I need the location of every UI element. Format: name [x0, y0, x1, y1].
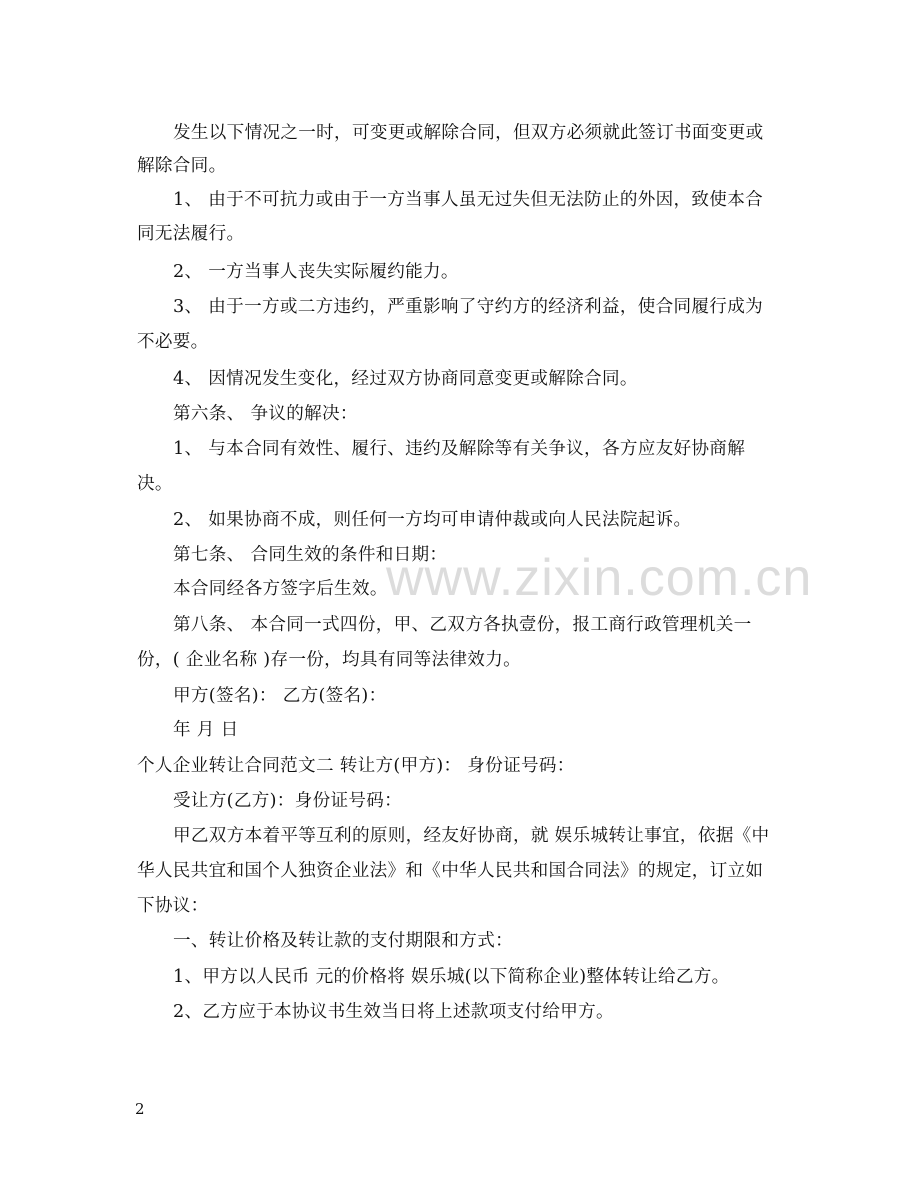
section-heading: 一、转让价格及转让款的支付期限和方式： — [173, 931, 513, 951]
text-line: 甲乙双方本着平等互利的原则，经友好协商，就 娱乐城转让事宜，依据《中 — [173, 826, 770, 846]
text-line: 受让方(乙方)：身份证号码： — [173, 791, 403, 811]
text-line: 决。 — [137, 474, 173, 494]
date-line: 年 月 日 — [173, 720, 239, 740]
text-line: 2、 一方当事人丧失实际履约能力。 — [173, 262, 459, 282]
text-line: 下协议： — [137, 896, 209, 916]
text-line: 份，( 企业名称 )存一份，均具有同等法律效力。 — [137, 650, 521, 670]
section-heading: 第八条、 本合同一式四份，甲、乙双方各执壹份，报工商行政管理机关一 — [173, 615, 752, 635]
section-heading: 第七条、 合同生效的条件和日期： — [173, 545, 448, 565]
section-heading: 第六条、 争议的解决： — [173, 404, 358, 424]
text-line: 4、 因情况发生变化，经过双方协商同意变更或解除合同。 — [173, 369, 638, 389]
text-line: 1、 与本合同有效性、履行、违约及解除等有关争议，各方应友好协商解 — [173, 439, 746, 459]
text-line: 不必要。 — [137, 332, 209, 352]
signature-line: 甲方(签名)： 乙方(签名)： — [173, 686, 387, 706]
text-line: 发生以下情况之一时，可变更或解除合同，但双方必须就此签订书面变更或 — [173, 123, 764, 143]
text-line: 同无法履行。 — [137, 224, 245, 244]
text-line: 2、 如果协商不成，则任何一方均可申请仲裁或向人民法院起诉。 — [173, 510, 692, 530]
text-line: 1、 由于不可抗力或由于一方当事人虽无过失但无法防止的外因，致使本合 — [173, 190, 763, 210]
text-line: 华人民共宜和国个人独资企业法》和《中华人民共和国合同法》的规定，订立如 — [137, 861, 764, 881]
text-line: 2、乙方应于本协议书生效当日将上述款项支付给甲方。 — [173, 1002, 614, 1022]
title-line: 个人企业转让合同范文二 转让方(甲方)： 身份证号码： — [137, 756, 575, 776]
text-line: 1、甲方以人民币 元的价格将 娱乐城(以下简称企业)整体转让给乙方。 — [173, 967, 730, 987]
text-line: 本合同经各方签字后生效。 — [173, 579, 388, 599]
text-line: 3、 由于一方或二方违约，严重影响了守约方的经济利益，使合同履行成为 — [173, 297, 763, 317]
watermark: www.zixin.com.cn — [386, 549, 813, 607]
page-number: 2 — [135, 1100, 145, 1118]
text-line: 解除合同。 — [137, 156, 227, 176]
